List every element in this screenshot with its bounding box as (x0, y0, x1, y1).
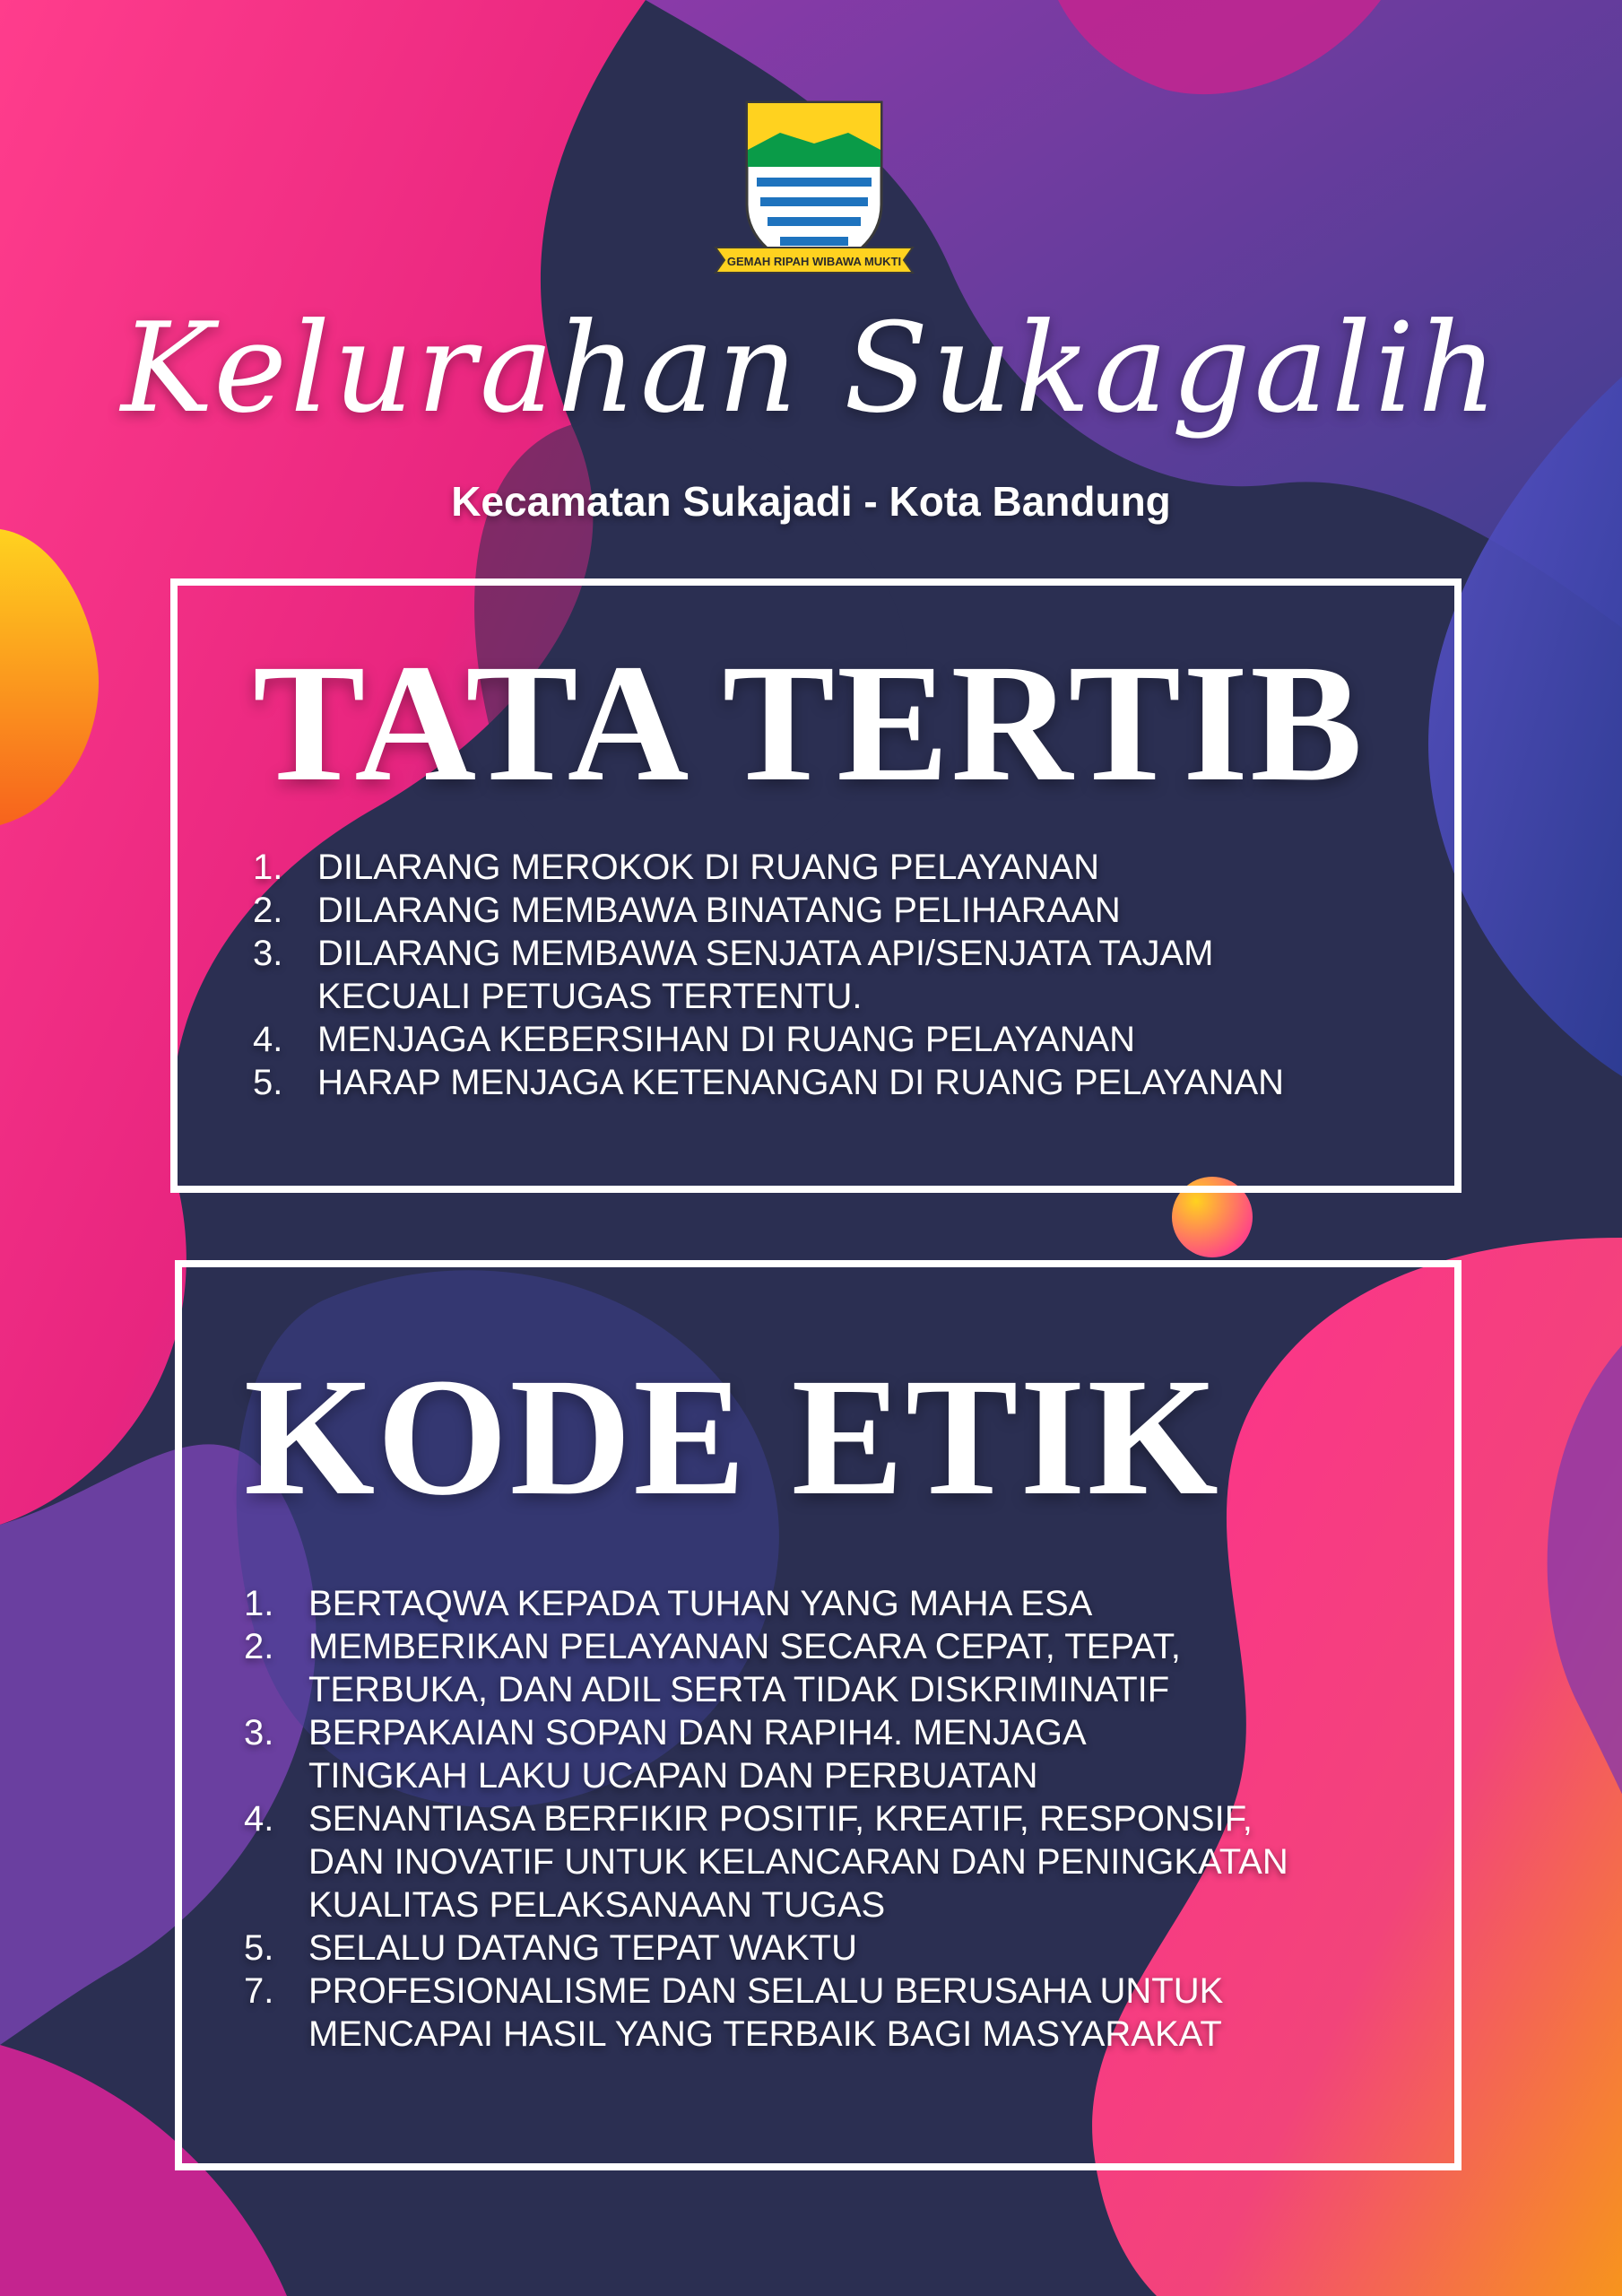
item-text: MEMBERIKAN PELAYANAN SECARA CEPAT, TEPAT, TERBUKA, DAN ADIL SERTA TIDAK DISKRIMINATIF (308, 1627, 1181, 1709)
item-number: 7. (244, 1971, 274, 2011)
list-item (244, 1797, 1427, 1926)
list-item (244, 1926, 1427, 1970)
item-text: BERPAKAIAN SOPAN DAN RAPIH4. MENJAGA TINGKAH LAKU UCAPAN DAN PERBUATAN (308, 1713, 1087, 1796)
kecamatan-subtitle: Kecamatan Sukajadi - Kota Bandung (451, 478, 1171, 525)
item-text: DILARANG MEROKOK DI RUANG PELAYANAN (317, 848, 1100, 887)
list-item (244, 1970, 1427, 2056)
item-number: 5. (253, 1063, 283, 1102)
item-number: 4. (244, 1799, 274, 1839)
item-number: 1. (244, 1584, 274, 1623)
item-text: DILARANG MEMBAWA SENJATA API/SENJATA TAJAM KECUALI PETUGAS TERTENTU. (317, 934, 1214, 1016)
item-number: 2. (244, 1627, 274, 1666)
item-text: DILARANG MEMBAWA BINATANG PELIHARAAN (317, 891, 1121, 930)
tata-tertib-list (253, 846, 1418, 1104)
tata-tertib-heading: TATA TERTIB (253, 629, 1365, 816)
list-item (244, 1625, 1427, 1711)
item-text: SENANTIASA BERFIKIR POSITIF, KREATIF, RESPONSIF, DAN INOVATIF UNTUK KELANCARAN DAN PENINGKATAN KUALITAS PELAKSANAAN TUGAS (308, 1799, 1288, 1925)
list-item (253, 1061, 1418, 1104)
item-number: 5. (244, 1928, 274, 1968)
item-number: 1. (253, 848, 283, 887)
item-number: 3. (244, 1713, 274, 1752)
bandung-emblem (707, 97, 922, 285)
list-item (253, 1018, 1418, 1061)
item-text: PROFESIONALISME DAN SELALU BERUSAHA UNTUK MENCAPAI HASIL YANG TERBAIK BAGI MASYARAKAT (308, 1971, 1224, 2054)
list-item (253, 932, 1418, 1018)
kode-etik-heading: KODE ETIK (244, 1343, 1220, 1530)
list-item (244, 1582, 1427, 1625)
list-item (253, 889, 1418, 932)
list-item (244, 1711, 1427, 1797)
item-text: MENJAGA KEBERSIHAN DI RUANG PELAYANAN (317, 1020, 1136, 1059)
item-number: 4. (253, 1020, 283, 1059)
kelurahan-name: Kelurahan Sukagalih (120, 296, 1502, 440)
item-number: 3. (253, 934, 283, 973)
kode-etik-list (244, 1582, 1427, 2056)
item-text: SELALU DATANG TEPAT WAKTU (308, 1928, 857, 1968)
item-text: HARAP MENJAGA KETENANGAN DI RUANG PELAYANAN (317, 1063, 1285, 1102)
emblem-motto: GEMAH RIPAH WIBAWA MUKTI (726, 255, 902, 268)
item-text: BERTAQWA KEPADA TUHAN YANG MAHA ESA (308, 1584, 1093, 1623)
list-item (253, 846, 1418, 889)
item-number: 2. (253, 891, 283, 930)
